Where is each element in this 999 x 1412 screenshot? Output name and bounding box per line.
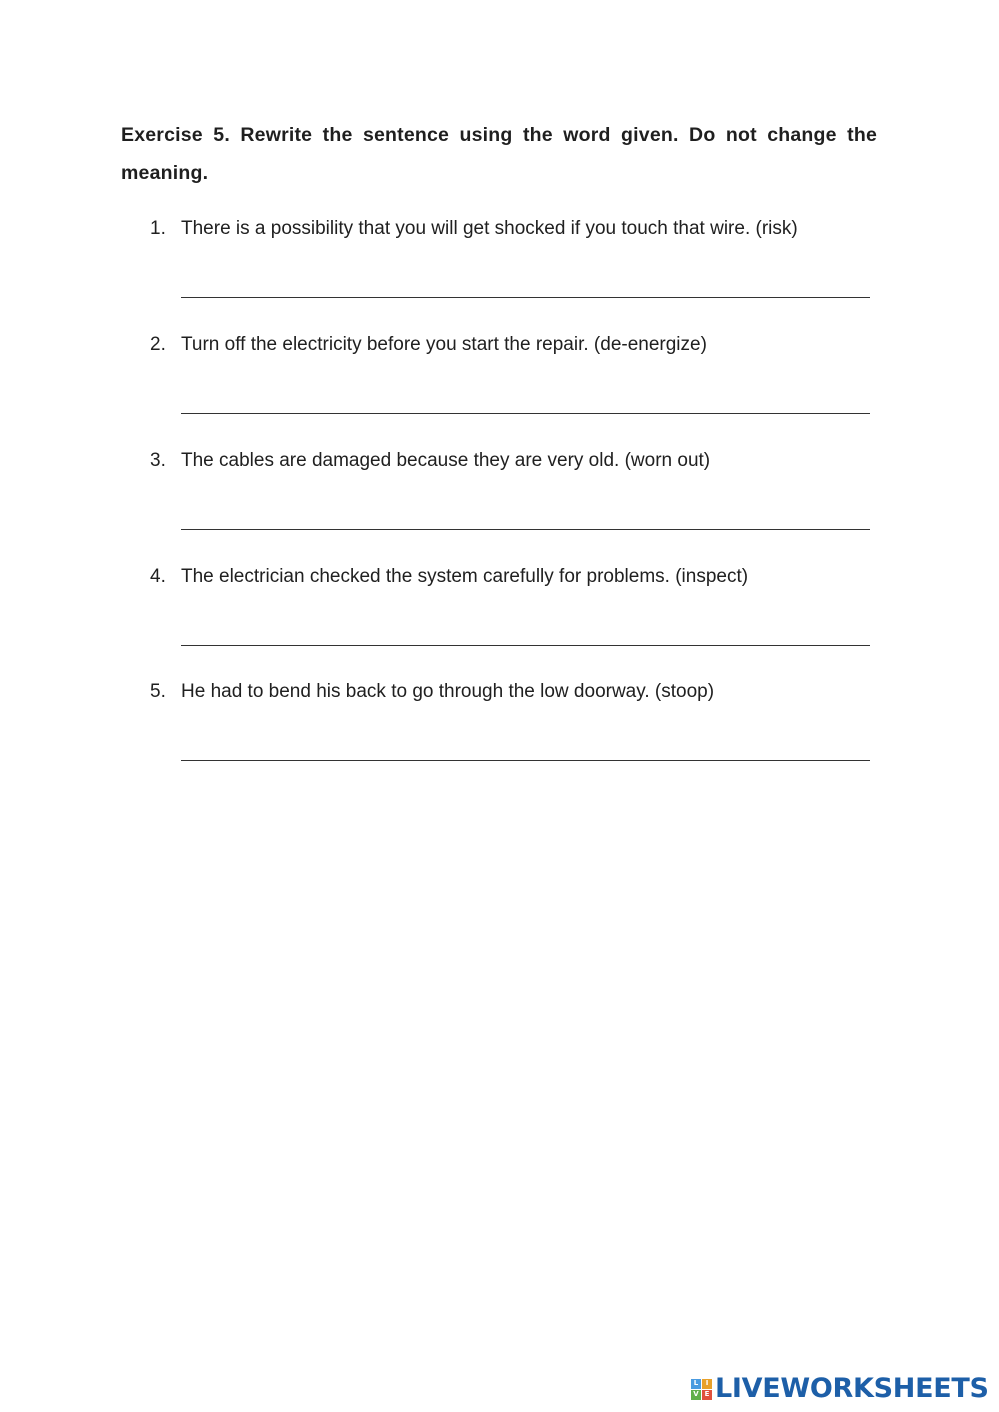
answer-input-2[interactable]	[181, 384, 874, 414]
answer-line-3	[181, 529, 870, 530]
question-number: 4.	[150, 566, 166, 587]
answer-input-1[interactable]	[181, 268, 874, 298]
liveworksheets-logo	[691, 1374, 989, 1404]
question-number: 3.	[150, 450, 166, 471]
question-text: The cables are damaged because they are very old. (worn out)	[181, 450, 711, 471]
question-text: There is a possibility that you will get shocked if you touch that wire. (risk)	[181, 218, 798, 239]
question-text: Turn off the electricity before you start the repair. (de-energize)	[181, 334, 707, 355]
question-text: He had to bend his back to go through the low doorway. (stoop)	[181, 681, 715, 702]
logo-letter: E	[702, 1390, 712, 1400]
answer-input-3[interactable]	[181, 500, 874, 530]
question-number: 5.	[150, 681, 166, 702]
question-text: The electrician checked the system carefully for problems. (inspect)	[181, 566, 749, 587]
answer-line-2	[181, 413, 870, 414]
answer-line-4	[181, 645, 870, 646]
answer-line-5	[181, 760, 870, 761]
answer-input-4[interactable]	[181, 616, 874, 646]
answer-input-5[interactable]	[181, 731, 874, 761]
logo-mark-icon	[691, 1379, 712, 1400]
question-number: 1.	[150, 218, 166, 239]
question-number: 2.	[150, 334, 166, 355]
logo-letter: I	[702, 1379, 712, 1389]
answer-line-1	[181, 297, 870, 298]
logo-text: LIVEWORKSHEETS	[715, 1373, 989, 1404]
logo-letter: L	[691, 1379, 701, 1389]
logo-letter: V	[691, 1390, 701, 1400]
exercise-instructions: Exercise 5. Rewrite the sentence using the word given. Do not change the meaning.	[121, 124, 877, 184]
